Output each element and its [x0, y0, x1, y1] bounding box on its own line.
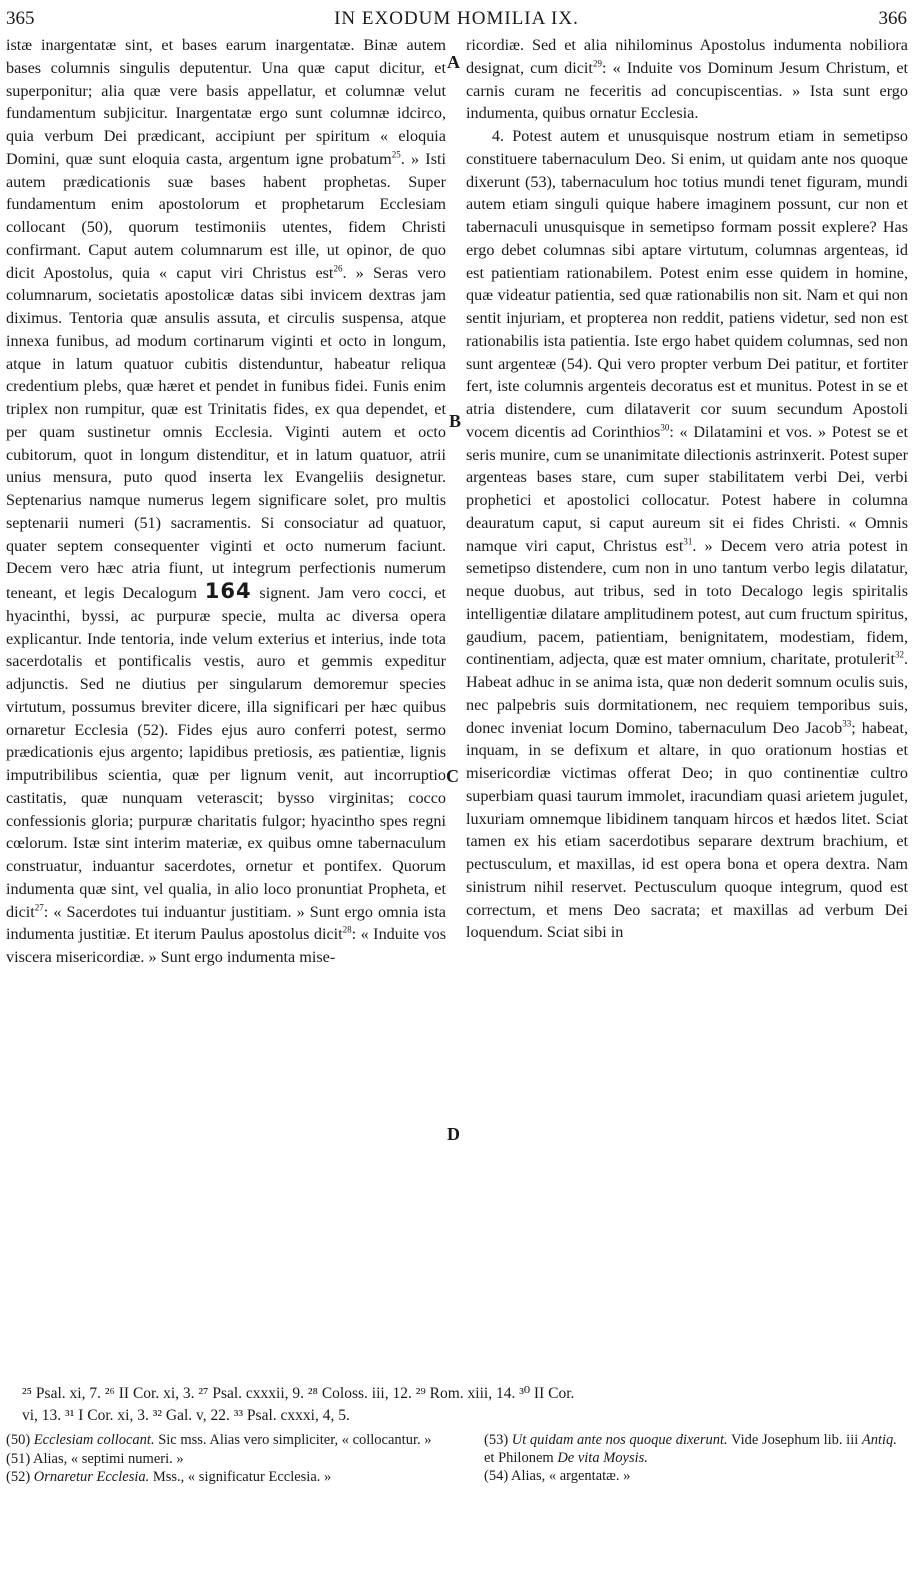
- right-paragraph-1: ricordiæ. Sed et alia nihilominus Apostolus indumenta nobiliora designat, cum dicit$^{29}$: « Induite vos Dominum Jesum Christum, et carnis curam ne feceritis ad concupiscentias. » Ista sunt ergo indumenta, quibus ornatur Ecclesia.: [466, 36, 908, 123]
- footnote-ref-29: 29: [592, 58, 602, 69]
- margin-marker-d: D: [447, 1124, 460, 1144]
- footnote-ref-27: 27: [34, 902, 44, 913]
- footnote-ref-26: 26: [333, 263, 343, 274]
- right-column: [466, 34, 908, 944]
- left-paragraph: istæ inargentatæ sint, et bases earum inargentatæ. Binæ autem bases columnis singulis deputentur. Una quæ caput dicitur, et superponitur; alia quæ vere basis appellatur, et columnæ velut fundamentum subjicitur. Inargentatæ ergo sunt columnæ idcirco, quia verbum Dei prædicant, accipiunt per spiritum « eloquia Domini, quæ sunt eloquia casta, argentum igne probatum$^{25}$. » Isti autem prædicationis suæ bases habent prophetas. Super fundamentum enim apostolorum et prophetarum Ecclesiam collocant (50), quorum testimoniis utentes, fidem Christi confirmant. Caput autem columnarum est ille, ut opinor, de quo dicit Apostolus, quia « caput viri Christus est$^{26}$. » Seras vero columnarum, societatis apostolicæ datas sibi invicem dextras jam diximus. Tentoria quæ ansulis assuta, et circulis suspensa, atque innexa funibus, ad modum cortinarum viginti et octo in longum, atque in latum quatuor cubitis distenduntur, habeatur reliqua credentium plebs, quæ hæret et pendet in funibus fidei. Funis enim triplex non rumpitur, quæ est Trinitatis fides, ex qua dependet, et per quam sustinetur omnis Ecclesia. Viginti autem et octo cubitorum, quot in longum distenditur, et in latum quatuor, atrii unius mensura, puto quod inserta lex Evangeliis designetur. Septenarius namque numerus legem significare solet, pro multis septenarii numeri (51) sacramentis. Si consociatur ad quatuor, quater septem consequenter viginti et octo numerum faciunt. Decem vero hæc atria fiunt, ut integrum perfectionis numerum teneant, et legis Decalogum 164 signent. Jam vero cocci, et hyacinthi, byssi, ac purpuræ specie, multa ac diversa opera explicantur. Inde tentoria, inde velum exterius et interius, inde tota sacerdotalis et pontificalis vestis, auro et gemmis expeditur adjunctis. Sed ne diutius per singularum demoremur species virtutum, possumus breviter dicere, illa significari per hæc quibus ornaretur Ecclesia (52). Fides ejus auro conferri potest, sermo prædicationis ejus argento; lapidibus pretiosis, æs patientiæ, lignis imputribilibus scientia, quæ per lignum venit, aut incorruptio castitatis, quæ nunquam veterascit; bysso virginitas; cocco confessionis gloria; purpuræ charitatis fulgor; hyacintho spes regni cœlorum. Istæ sint interim materiæ, ex quibus omne tabernaculum construatur, induantur sacerdotes, ornetur et pontifex. Quorum indumenta quæ sint, vel qualia, in alio loco pronuntiat Propheta, et dicit$^{27}$: « Sacerdotes tui induantur justitiam. » Sunt ergo omnia ista indumenta justitiæ. Et iterum Paulus apostolus dicit$^{28}$: « Induite vos viscera misericordiæ. » Sunt ergo indumenta mise-: [6, 36, 447, 966]
- scripture-references-line-1: ²⁵ Psal. xi, 7. ²⁶ II Cor. xi, 3. ²⁷ Psal. cxxxii, 9. ²⁸ Coloss. iii, 12. ²⁹ Rom. xiii, 14. ³⁰ II Cor.: [22, 1385, 575, 1402]
- footnote-ref-33: 33: [842, 718, 852, 729]
- scripture-references: [22, 1383, 908, 1427]
- column-number-164: 164: [204, 579, 252, 603]
- margin-marker-a: A: [447, 52, 460, 72]
- scripture-references-line-2: vi, 13. ³¹ I Cor. xi, 3. ³² Gal. v, 22. ³³ Psal. cxxxi, 4, 5.: [22, 1407, 350, 1424]
- footnote-ref-28: 28: [342, 924, 352, 935]
- left-column: [6, 34, 446, 969]
- footnote-ref-31: 31: [683, 536, 693, 547]
- footnote-ref-25: 25: [391, 149, 401, 160]
- editorial-notes-right: [484, 1432, 908, 1487]
- page-header: [0, 8, 913, 32]
- note-54: (54) Alias, « argentatæ. »: [484, 1468, 631, 1484]
- footnote-ref-32: 32: [894, 649, 904, 660]
- margin-marker-c: C: [446, 766, 459, 786]
- note-51: (51) Alias, « septimi numeri. »: [6, 1450, 184, 1467]
- page-number-right: 366: [878, 8, 907, 29]
- note-52: (52) Ornaretur Ecclesia. Mss., « significatur Ecclesia. »: [6, 1469, 332, 1485]
- footnote-ref-30: 30: [660, 422, 670, 433]
- right-paragraph-2: 4. Potest autem et unusquisque nostrum etiam in semetipso constituere tabernaculum Deo. Si enim, ut quidam ante nos quoque dixerunt (53), tabernaculum hoc totius mundi tenet figuram, mundi autem etiam singuli quique habere imaginem possunt, cur non et tabernaculi unusquisque in semetipso formam possit explere? Has ergo debet columnas sibi aptare virtutum, columnas argenteas, id est patientiam rationabilem. Potest enim esse quidem in homine, quæ videatur patientia, sed quæ rationabilis non sit. Nam et qui non sentit injuriam, et propterea non reddit, patiens videtur, sed non est rationabilis ista patientia. Iste ergo habet quidem columnas, sed non sunt argenteæ (54). Qui vero propter verbum Dei patitur, et fortiter fert, iste columnis argenteis decoratus est et munitus. Potest in se et atria distendere, cum dilataverit cor suum secundum Apostoli vocem dicentis ad Corinthios$^{30}$: « Dilatamini et vos. » Potest se et seris munire, cum se unanimitate dilectionis astrinxerit. Potest super argenteas bases stare, cum super stabilitatem verbi Dei, verbi prophetici et apostolici collocatur. Potest habere in columna deauratum caput, si caput aureum sit ei fides Christi. « Omnis namque viri caput, Christus est$^{31}$. » Decem vero atria potest in semetipso distendere, cum non in uno tantum verbo legis dilatatur, neque duobus, aut tribus, sed in toto Decalogo legis spiritalis intelligentiæ dilatare amplitudinem potest, aut cum fructum spiritus, gaudium, pacem, patientiam, benignitatem, modestiam, fidem, continentiam, adjecta, quæ est mater omnium, charitate, protulerit$^{32}$. Habeat adhuc in se anima ista, quæ non dederit somnum oculis suis, nec palpebris suis dormitationem, nec requiem temporibus suis, donec inveniat locum Domino, tabernaculum Deo Jacob$^{33}$; habeat, inquam, in se defixum et altare, in quo orationum hostias et misericordiæ victimas offerat Deo; in quo continentiæ cultro superbiam quasi taurum immolet, iracundiam quasi arietem jugulet, luxuriam omnemque libidinem tanquam hircos et hædos litet. Sciat tamen ex his etiam sacerdotibus separare dextrum brachium, et pectusculum, et maxillas, id est opera bona et opera dextra. Nam sinistrum nihil reservet. Pectusculum quoque integrum, quod est correctum, et mens Deo sacrata; et maxillas ad verbum Dei loquendum. Sciat sibi in: [466, 127, 908, 942]
- note-53: (53) Ut quidam ante nos quoque dixerunt. Vide Josephum lib. iii Antiq. et Philonem De vita Moysis.: [484, 1432, 897, 1466]
- note-50: (50) Ecclesiam collocant. Sic mss. Alias vero simpliciter, « collocantur. »: [6, 1432, 432, 1448]
- editorial-notes-left: [6, 1432, 436, 1488]
- page-number-left: 365: [6, 8, 35, 29]
- running-title: IN EXODUM HOMILIA IX.: [334, 8, 579, 29]
- margin-marker-b: B: [449, 411, 462, 431]
